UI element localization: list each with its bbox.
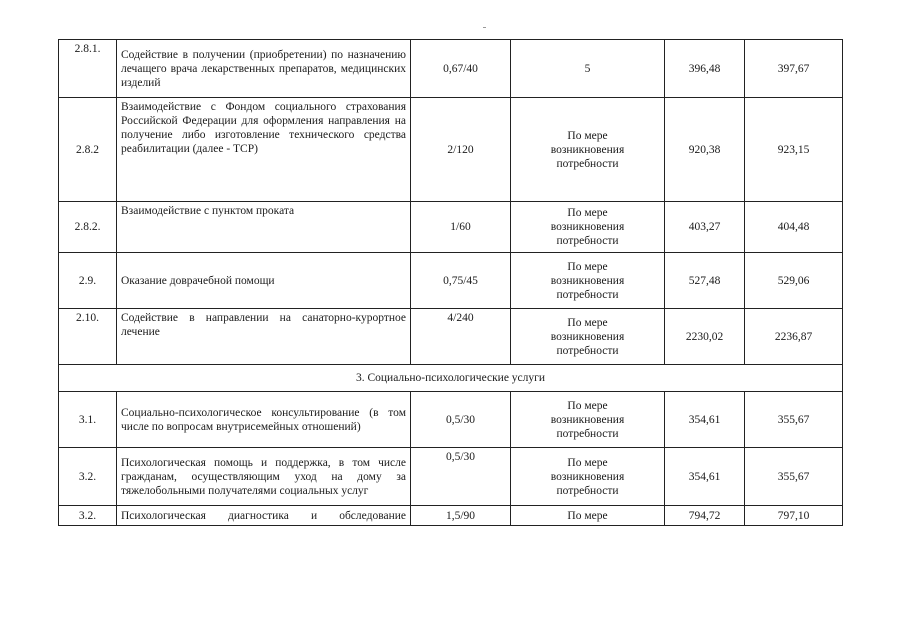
- table-row: [59, 253, 843, 309]
- price-2: 529,06: [745, 253, 843, 309]
- row-number: 2.8.2.: [59, 202, 117, 253]
- price-1: 527,48: [665, 253, 745, 309]
- service-description: Содействие в направлении на санаторно-курортное лечение: [117, 309, 411, 365]
- time-norm: 0,67/40: [411, 40, 511, 98]
- time-norm: 0,75/45: [411, 253, 511, 309]
- price-2: 2236,87: [745, 309, 843, 365]
- time-norm: 1/60: [411, 202, 511, 253]
- price-2: 923,15: [745, 98, 843, 202]
- price-2: 797,10: [745, 506, 843, 526]
- price-1: 354,61: [665, 392, 745, 448]
- frequency: По мере возникновения потребности: [511, 253, 665, 309]
- table-row: [59, 202, 843, 253]
- frequency: По мере возникновения потребности: [511, 392, 665, 448]
- frequency: По мере возникновения потребности: [511, 309, 665, 365]
- time-norm: 4/240: [411, 309, 511, 365]
- table-row: [59, 448, 843, 506]
- table-row: [59, 40, 843, 98]
- price-1: 396,48: [665, 40, 745, 98]
- section-header-row: [59, 365, 843, 392]
- frequency: По мере возникновения потребности: [511, 202, 665, 253]
- row-number: 3.2.: [59, 448, 117, 506]
- services-table: [58, 39, 843, 526]
- table-row: [59, 309, 843, 365]
- price-2: 355,67: [745, 448, 843, 506]
- price-1: 794,72: [665, 506, 745, 526]
- table-row: [59, 392, 843, 448]
- time-norm: 0,5/30: [411, 448, 511, 506]
- row-number: 2.10.: [59, 309, 117, 365]
- frequency: По мере возникновения потребности: [511, 98, 665, 202]
- scan-speck: [483, 27, 486, 28]
- price-2: 404,48: [745, 202, 843, 253]
- time-norm: 1,5/90: [411, 506, 511, 526]
- price-1: 2230,02: [665, 309, 745, 365]
- price-2: 355,67: [745, 392, 843, 448]
- service-description: Психологическая диагностика и обследование: [117, 506, 411, 526]
- service-description: Психологическая помощь и поддержка, в том числе гражданам, осуществляющим уход на дому за тяжелобольными получателями социальных услуг: [117, 448, 411, 506]
- service-description: Содействие в получении (приобретении) по назначению лечащего врача лекарственных препаратов, медицинских изделий: [117, 40, 411, 98]
- time-norm: 2/120: [411, 98, 511, 202]
- price-2: 397,67: [745, 40, 843, 98]
- service-description: Взаимодействие с пунктом проката: [117, 202, 411, 253]
- row-number: 2.9.: [59, 253, 117, 309]
- frequency: По мере возникновения потребности: [511, 448, 665, 506]
- table-row: [59, 98, 843, 202]
- service-description: Социально-психологическое консультирование (в том числе по вопросам внутрисемейных отношений): [117, 392, 411, 448]
- frequency: 5: [511, 40, 665, 98]
- price-1: 403,27: [665, 202, 745, 253]
- time-norm: 0,5/30: [411, 392, 511, 448]
- section-title: 3. Социально-психологические услуги: [59, 365, 843, 392]
- price-1: 354,61: [665, 448, 745, 506]
- service-description: Взаимодействие с Фондом социального страхования Российской Федерации для оформления направления на получение либо изготовление технического средства реабилитации (далее - ТСР): [117, 98, 411, 202]
- row-number: 3.1.: [59, 392, 117, 448]
- row-number: 2.8.2: [59, 98, 117, 202]
- price-1: 920,38: [665, 98, 745, 202]
- row-number: 3.2.: [59, 506, 117, 526]
- row-number: 2.8.1.: [59, 40, 117, 98]
- table-row: [59, 506, 843, 526]
- frequency: По мере: [511, 506, 665, 526]
- service-description: Оказание доврачебной помощи: [117, 253, 411, 309]
